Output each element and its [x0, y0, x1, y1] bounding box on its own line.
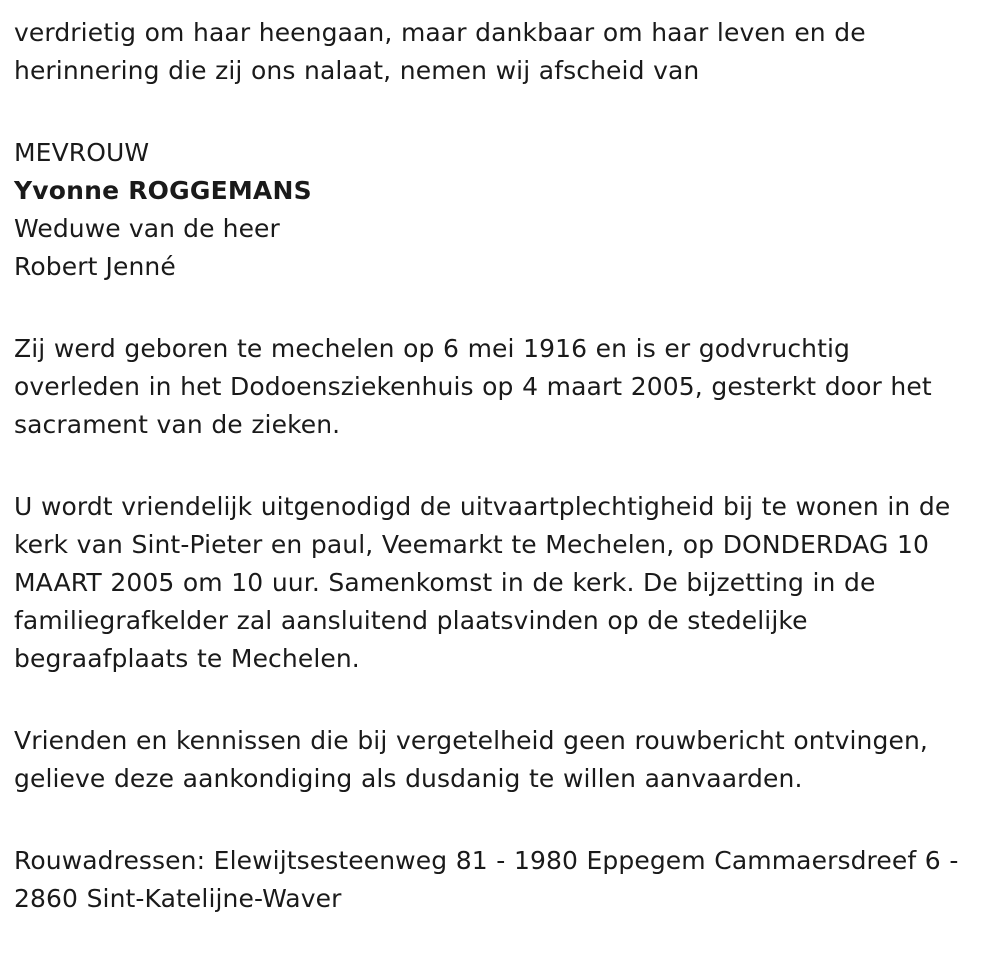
deceased-name: Yvonne ROGGEMANS [14, 176, 312, 205]
salutation-line: MEVROUW [14, 138, 150, 167]
deceased-identity-block [14, 134, 982, 286]
spouse-name: Robert Jenné [14, 252, 176, 281]
opening-paragraph: verdrietig om haar heengaan, maar dankbaar om haar leven en de herinnering die zij ons nalaat, nemen wij afscheid van [14, 18, 875, 85]
notice-paragraph: Vrienden en kennissen die bij vergetelheid geen rouwbericht ontvingen, gelieve deze aankondiging als dusdanig te willen aanvaarden. [14, 726, 937, 793]
life-paragraph: Zij werd geboren te mechelen op 6 mei 1916 en is er godvruchtig overleden in het Dodoensziekenhuis op 4 maart 2005, gesterkt door het sacrament van de zieken. [14, 334, 941, 439]
service-paragraph: U wordt vriendelijk uitgenodigd de uitvaartplechtigheid bij te wonen in de kerk van Sint-Pieter en paul, Veemarkt te Mechelen, op DONDERDAG 10 MAART 2005 om 10 uur. Samenkomst in de kerk. De bijzetting in de familiegrafkelder zal aansluitend plaatsvinden op de stedelijke begraafplaats te Mechelen. [14, 492, 959, 673]
mourning-addresses-paragraph: Rouwadressen: Elewijtsesteenweg 81 - 1980 Eppegem Cammaersdreef 6 - 2860 Sint-Katelijne-Waver [14, 846, 967, 913]
relation-label: Weduwe van de heer [14, 214, 280, 243]
